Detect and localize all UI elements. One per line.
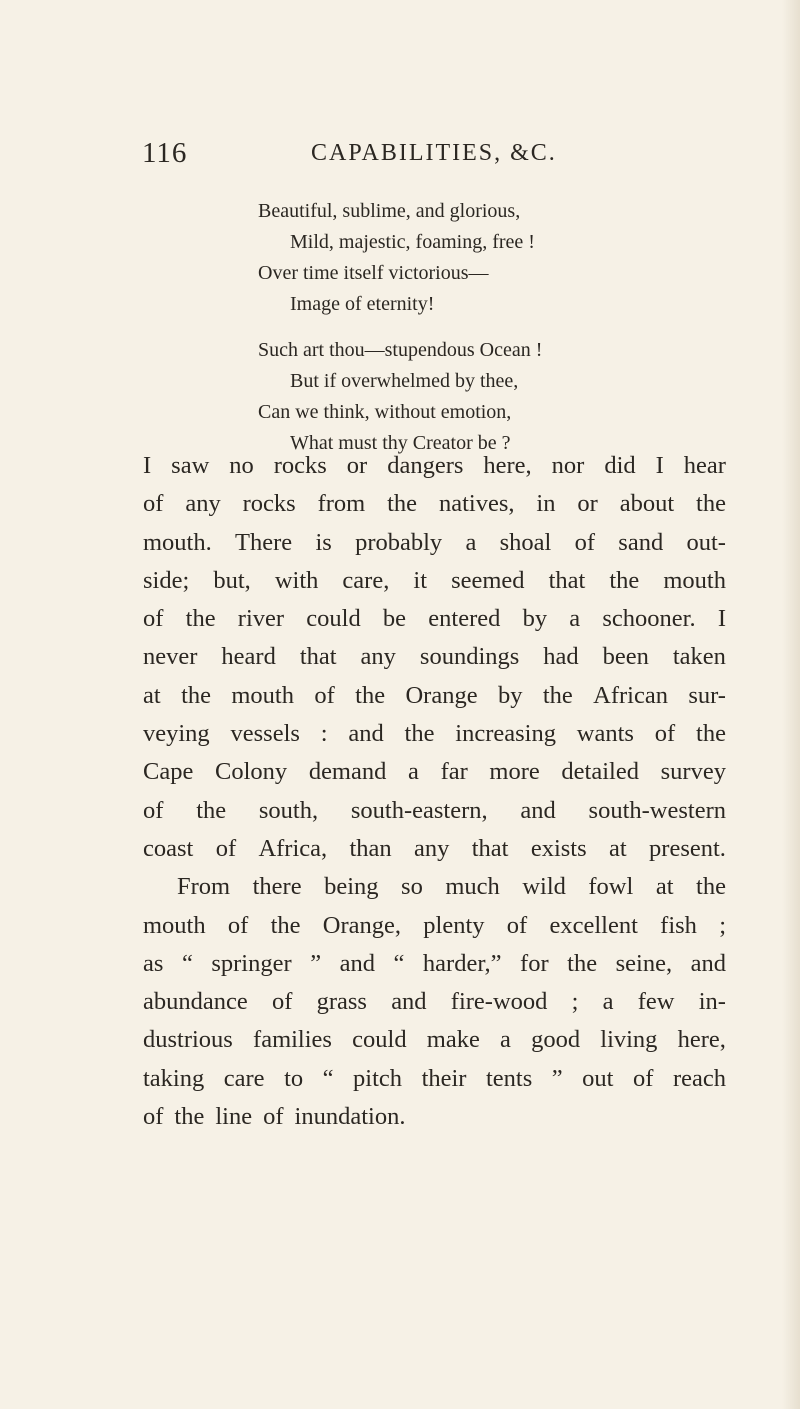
prose-line [143,945,726,983]
word: taken [672,643,726,671]
word: sand [618,528,664,556]
poem-line: Can we think, without emotion, [258,401,512,423]
word: good [531,1026,581,1054]
word: a [569,605,581,633]
word: of [654,720,676,748]
page-edge-shadow [782,0,800,1409]
word: been [602,643,649,671]
word: that [471,834,509,862]
word: about [619,490,675,518]
poem-line: Such art thou—stupendous Ocean ! [258,339,543,361]
paragraph-1 [143,447,726,868]
word: tents [485,1064,533,1092]
word: the [185,605,216,633]
word: the [387,490,418,518]
prose-line [143,1021,726,1059]
word: fire-wood [450,988,548,1016]
word: wants [576,720,634,748]
word: in [536,490,556,518]
word: the [567,949,598,977]
word: line [215,1103,253,1131]
word: out- [686,528,726,556]
word: ; [719,911,726,939]
prose-line [143,907,726,945]
word: few [637,988,675,1016]
word: the [609,566,640,594]
word: of [633,1064,654,1092]
word: mouth [143,911,206,939]
word: the [196,796,227,824]
word: it [413,566,428,594]
word: here, [677,1026,726,1054]
word: rocks [242,490,296,518]
word: reach [672,1064,726,1092]
word: ; [571,988,579,1016]
word: of [143,1103,164,1131]
word: “ [322,1064,334,1092]
poem-line: Over time itself victorious— [258,262,489,284]
prose-line [143,524,726,562]
word: is [315,528,332,556]
word: survey [660,758,726,786]
poem-line: But if overwhelmed by thee, [290,370,519,392]
word: at [609,834,627,862]
prose-line [143,562,726,600]
word: Africa, [258,834,328,862]
word: and [690,949,726,977]
word: of [143,796,164,824]
word: did [604,452,636,479]
word: and [348,720,384,748]
word: so [401,873,423,901]
word: African [593,681,668,709]
word: of [574,528,596,556]
word: excellent [549,911,638,939]
word: I [655,452,664,479]
poem-line: Beautiful, sublime, and glorious, [258,200,521,222]
word: but, [213,566,251,594]
word: of [227,911,249,939]
word: or [346,452,368,479]
word: had [543,643,579,671]
word: and [391,988,427,1016]
word: for [520,949,549,977]
word: or [577,490,598,518]
word: entered [428,605,501,633]
prose-line [143,830,726,868]
word: seemed [451,566,525,594]
word: of [271,988,293,1016]
word: pitch [353,1064,403,1092]
word: “ [393,949,405,977]
word: there [252,873,302,901]
prose-line [143,677,726,715]
word: harder,” [422,949,502,977]
word: with [274,566,319,594]
word: by [522,605,548,633]
word: of [143,490,164,518]
word: of [143,605,164,633]
word: a [408,758,419,786]
prose-line [143,600,726,638]
word: inundation. [294,1103,406,1131]
word: that [299,643,337,671]
word: mouth [663,566,726,594]
word: increasing [455,720,556,748]
word: and [339,949,375,977]
word: wild [522,873,566,901]
word: far [440,758,468,786]
word: side; [143,566,190,594]
poem-line: Mild, majestic, foaming, free ! [290,231,535,253]
word: any [414,834,450,862]
prose-line [143,983,726,1021]
word: more [489,758,540,786]
word: the [174,1103,205,1131]
word: From [177,873,231,901]
word: of [263,1103,284,1131]
poem [258,196,758,474]
word: fowl [588,873,634,901]
word: south-western [588,796,726,824]
word: make [426,1026,480,1054]
word: by [497,681,523,709]
word: probably [355,528,443,556]
word: sur- [688,681,726,709]
word: Orange, [322,911,402,939]
word: the [696,873,726,901]
word: There [235,528,293,556]
word: Cape [143,758,194,786]
word: of [506,911,528,939]
word: Orange [405,681,478,709]
word: a [465,528,477,556]
word: detailed [561,758,639,786]
word: the [181,681,211,709]
word: mouth [231,681,294,709]
word: to [284,1064,304,1092]
word: rocks [273,452,327,479]
word: that [548,566,586,594]
word: out [582,1064,614,1092]
word: schooner. [602,605,696,633]
word: the [404,720,435,748]
prose-line [143,868,726,906]
word: the [355,681,386,709]
prose-line [143,638,726,676]
word: river [237,605,285,633]
word: of [314,681,335,709]
word: exists [530,834,587,862]
word: : [320,720,328,748]
word: nor [551,452,585,479]
paragraph-2 [143,868,726,1136]
page-number: 116 [142,137,188,169]
word: fish [660,911,697,939]
word: never [143,643,198,671]
prose-line [143,715,726,753]
word: springer [211,949,292,977]
word: here, [483,452,532,479]
word: “ [181,949,193,977]
word: the [542,681,573,709]
word: present. [649,834,726,862]
word: living [600,1026,658,1054]
word: care [223,1064,265,1092]
word: mouth. [143,528,212,556]
word: soundings [419,643,520,671]
word: I [143,452,152,479]
word: care, [342,566,390,594]
word: being [324,873,379,901]
word: abundance [143,988,248,1016]
word: demand [308,758,387,786]
prose-line [143,1060,726,1098]
word: a [500,1026,511,1054]
word: heard [221,643,276,671]
word: and [520,796,556,824]
word: the [270,911,301,939]
poem-line: Image of eternity! [290,293,435,315]
word: than [349,834,392,862]
word: dustrious [143,1026,233,1054]
word: could [306,605,361,633]
prose-line [143,753,726,791]
prose-body [143,447,726,1136]
word: south, [258,796,319,824]
word: Colony [215,758,288,786]
prose-line [143,1098,726,1136]
word: much [445,873,500,901]
word: ” [551,1064,563,1092]
word: shoal [499,528,552,556]
word: vessels [230,720,300,748]
word: any [185,490,221,518]
prose-line [143,447,726,485]
poem-stanza [258,335,758,459]
word: be [382,605,407,633]
word: could [352,1026,407,1054]
word: at [143,681,161,709]
prose-line [143,485,726,523]
word: grass [316,988,367,1016]
word: taking [143,1064,205,1092]
word: a [602,988,614,1016]
running-head: CAPABILITIES, &C. [311,140,557,166]
word: at [655,873,674,901]
word: their [421,1064,467,1092]
word: plenty [423,911,485,939]
word: hear [683,452,726,479]
word: in- [698,988,726,1016]
word: no [229,452,254,479]
prose-line [143,792,726,830]
word: dangers [387,452,464,479]
word: ” [310,949,322,977]
word: families [253,1026,332,1054]
word: veying [143,720,210,748]
word: natives, [438,490,515,518]
poem-line: What must thy Creator be ? [290,432,511,454]
word: as [143,949,164,977]
word: of [215,834,237,862]
word: any [360,643,396,671]
word: the [696,720,726,748]
word: south-eastern, [350,796,488,824]
word: coast [143,834,194,862]
word: seine, [615,949,673,977]
word: saw [171,452,210,479]
word: from [317,490,366,518]
word: the [696,490,726,518]
word: I [717,605,726,633]
poem-stanza [258,196,758,320]
